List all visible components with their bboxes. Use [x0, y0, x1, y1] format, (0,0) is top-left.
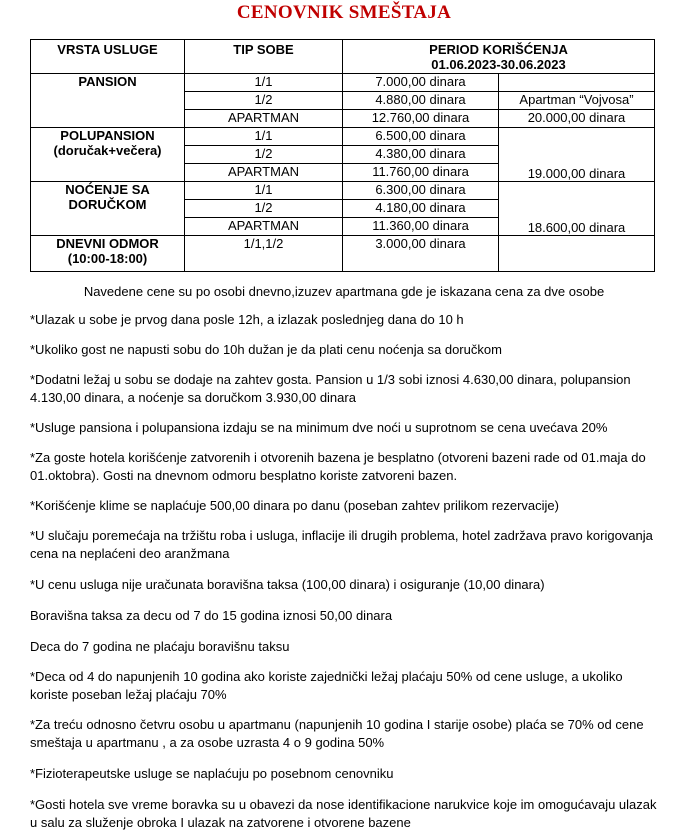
room-type-cell: APARTMAN [185, 110, 343, 128]
paragraph-extra-bed: *Dodatni ležaj u sobu se dodaje na zahtev gosta. Pansion u 1/3 sobi iznosi 4.630,00 dinara, polupansion 4.130,00 dinara, a noćenje sa doručkom 3.930,00 dinara [30, 372, 631, 405]
price-cell: 6.300,00 dinara [343, 182, 499, 200]
price-cell: 4.880,00 dinara [343, 92, 499, 110]
service-label-line: (10:00-18:00) [67, 251, 148, 266]
service-dnevni-odmor [31, 236, 185, 272]
price-cell: 4.180,00 dinara [343, 200, 499, 218]
service-label-line: POLUPANSION [60, 128, 155, 143]
table-row [31, 236, 655, 272]
apartment-price-cell: 18.600,00 dinara [499, 182, 655, 236]
table-note: Navedene cene su po osobi dnevno,izuzev apartmana gde je iskazana cena za dve osobe [83, 284, 605, 299]
table-row [31, 74, 655, 92]
room-type-cell: APARTMAN [185, 218, 343, 236]
price-cell: 12.760,00 dinara [343, 110, 499, 128]
paragraph-minimum-stay: *Usluge pansiona i polupansiona izdaju se na minimum dve noći u suprotnom se cena uvećava 20% [30, 420, 608, 435]
service-label-line: DORUČKOM [68, 197, 147, 212]
header-period-label: PERIOD KORIŠĆENJA [429, 42, 568, 57]
price-cell: 7.000,00 dinara [343, 74, 499, 92]
paragraph-children-discount: *Deca od 4 do napunjenih 10 godina ako koriste zajednički ležaj plaćaju 50% od cene usluge, a ukoliko koriste poseban ležaj plaćaju 70% [30, 669, 623, 702]
service-label-line: DNEVNI ODMOR [56, 236, 159, 251]
table-header-row [31, 40, 655, 74]
room-type-cell: 1/1 [185, 182, 343, 200]
room-type-cell: APARTMAN [185, 164, 343, 182]
paragraph-tax-children: Boravišna taksa za decu od 7 do 15 godina iznosi 50,00 dinara [30, 608, 393, 623]
paragraph-price-correction: *U slučaju poremećaja na tržištu roba i usluga, inflacije ili drugih problema, hotel zadržava pravo korigovanja cena na neplaćeni deo aranžmana [30, 528, 653, 561]
room-type-cell: 1/1 [185, 128, 343, 146]
service-label-line: NOĆENJE SA [65, 182, 150, 197]
page-title: CENOVNIK SMEŠTAJA [236, 2, 452, 23]
paragraph-checkout: *Ukoliko gost ne napusti sobu do 10h dužan je da plati cenu noćenja sa doručkom [30, 342, 502, 357]
price-table [30, 39, 655, 272]
service-pansion: PANSION [31, 74, 185, 128]
room-type-cell: 1/1,1/2 [185, 236, 343, 272]
service-label-line: (doručak+večera) [53, 143, 162, 158]
paragraph-checkin: *Ulazak u sobe je prvog dana posle 12h, a izlazak poslednjeg dana do 10 h [30, 312, 464, 327]
header-service: VRSTA USLUGE [31, 40, 185, 74]
price-cell: 4.380,00 dinara [343, 146, 499, 164]
paragraph-third-person: *Za treću odnosno četvru osobu u apartmanu (napunjenih 10 godina I starije osobe) plaća se 70% od cene smeštaja u apartmanu , a za osobe uzrasta 4 o 9 godina 50% [30, 717, 644, 750]
price-cell: 3.000,00 dinara [343, 236, 499, 272]
price-cell: 6.500,00 dinara [343, 128, 499, 146]
service-polupansion [31, 128, 185, 182]
price-cell: 11.360,00 dinara [343, 218, 499, 236]
room-type-cell: 1/2 [185, 92, 343, 110]
paragraph-air-conditioning: *Korišćenje klime se naplaćuje 500,00 dinara po danu (poseban zahtev prilikom rezervacije) [30, 498, 559, 513]
paragraph-pools: *Za goste hotela korišćenje zatvorenih i otvorenih bazena je besplatno (otvoreni bazeni rade od 01.maja do 01.oktobra). Gosti na dnevnom odmoru besplatno koriste zatvoreni bazen. [30, 450, 646, 483]
room-type-cell: 1/1 [185, 74, 343, 92]
apartment-price-cell: 19.000,00 dinara [499, 128, 655, 182]
empty-cell [499, 74, 655, 92]
room-type-cell: 1/2 [185, 146, 343, 164]
paragraph-wristbands: *Gosti hotela sve vreme boravka su u obavezi da nose identifikacione narukvice koje im omogućavaju ulazak u salu za služenje obroka I ulazak na zatvorene i otvorene bazene [30, 797, 657, 830]
table-row [31, 182, 655, 200]
paragraph-physiotherapy: *Fizioterapeutske usluge se naplaćuju po posebnom cenovniku [30, 766, 394, 781]
empty-cell [499, 236, 655, 272]
header-period [343, 40, 655, 74]
header-room: TIP SOBE [185, 40, 343, 74]
service-nocenje [31, 182, 185, 236]
table-row [31, 128, 655, 146]
room-type-cell: 1/2 [185, 200, 343, 218]
paragraph-tourist-tax: *U cenu usluga nije uračunata boravišna taksa (100,00 dinara) i osiguranje (10,00 dinara) [30, 577, 545, 592]
apartment-name-cell: Apartman “Vojvosa” [499, 92, 655, 110]
price-cell: 11.760,00 dinara [343, 164, 499, 182]
header-period-dates: 01.06.2023-30.06.2023 [431, 57, 566, 72]
apartment-price-cell: 20.000,00 dinara [499, 110, 655, 128]
paragraph-tax-free-children: Deca do 7 godina ne plaćaju boravišnu taksu [30, 639, 290, 654]
